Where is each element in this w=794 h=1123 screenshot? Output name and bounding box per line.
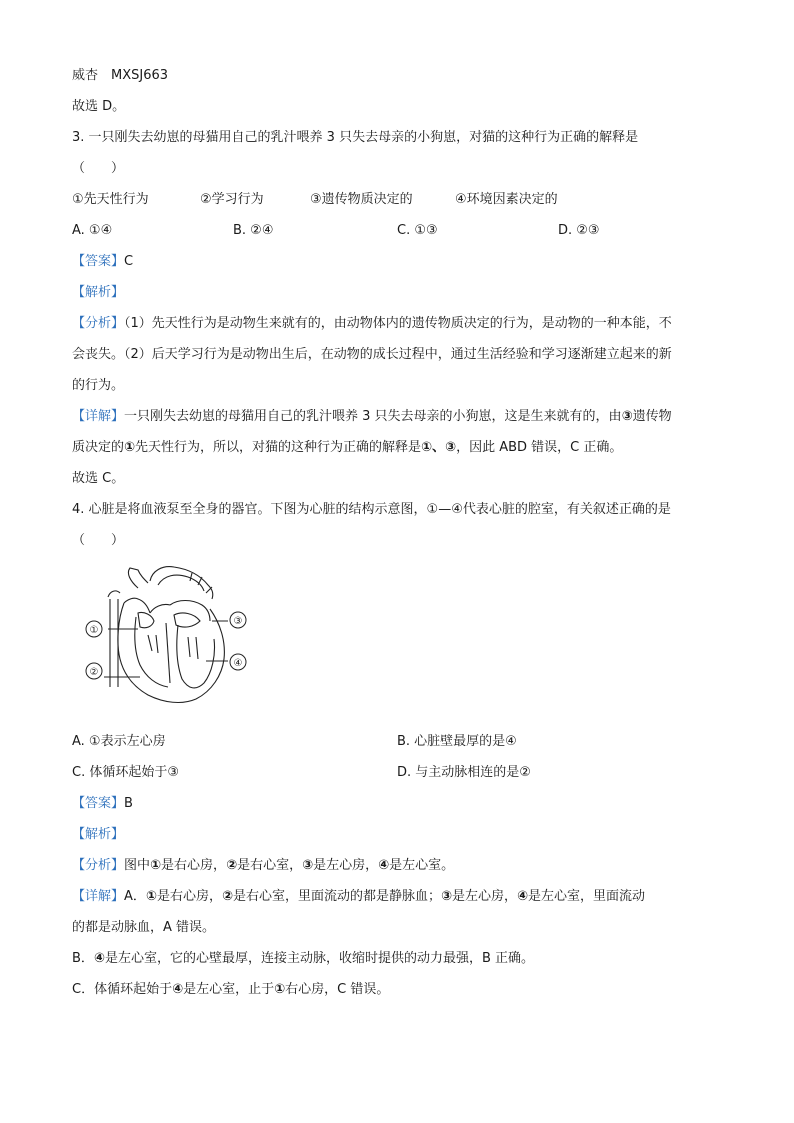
q4-stem: 4. 心脏是将血液泵至全身的器官。下图为心脏的结构示意图，①—④代表心脏的腔室，有关叙述正确的是 [72,502,671,517]
q4-fenxi-line: 【分析】图中①是右心房，②是右心室，③是左心房，④是左心室。 [72,858,455,873]
answer-tag: 【答案】 [72,796,125,811]
answer-value: C [124,254,134,269]
figure-label-2: ② [89,667,99,678]
q3-fenxi-line-1: 【分析】（1）先天性行为是动物生来就有的，由动物体内的遗传物质决定的行为，是动物的一种本能，不 [72,316,672,331]
q3-item-4: ④环境因素决定的 [455,192,558,207]
answer-tag: 【答案】 [72,254,125,269]
q3-blank: （ ） [72,161,125,176]
q4-xiangjie-line-3: B．④是左心室，它的心壁最厚，连接主动脉，收缩时提供的动力最强，B 正确。 [72,951,534,966]
figure-label-4: ④ [233,658,243,669]
q4-analysis-tag: 【解析】 [72,827,125,842]
q3-fenxi-line-2: 会丧失。（2）后天学习行为是动物出生后，在动物的成长过程中，通过生活经验和学习逐渐建立起来的新 [72,347,672,362]
q4-xiangjie-line-1: 【详解】A．①是右心房，②是右心室，里面流动的都是静脉血；③是左心房，④是左心室，里面流动 [72,889,646,904]
q4-answer-line [72,794,133,814]
q4-blank: （ ） [72,533,125,548]
q3-answer-line [72,252,133,272]
q3-item-3: ③遗传物质决定的 [310,192,413,207]
q4-xiangjie-line-4: C．体循环起始于④是左心室，止于①右心房，C 错误。 [72,982,390,997]
q3-item-1: ①先天性行为 [72,192,149,207]
q4-option-b: B. 心脏壁最厚的是④ [397,734,517,749]
q4-xiangjie-line-2: 的都是动脉血，A 错误。 [72,920,216,935]
q3-xiangjie-line-1: 【详解】一只刚失去幼崽的母猫用自己的乳汁喂养 3 只失去母亲的小狗崽，这是生来就有的，由③遗传物 [72,409,672,424]
q3-xiangjie-line-2: 质决定的①先天性行为，所以，对猫的这种行为正确的解释是①、③，因此 ABD 错误，C 正确。 [72,440,623,455]
q3-option-d: D. ②③ [558,223,600,238]
q3-stem: 3. 一只刚失去幼崽的母猫用自己的乳汁喂养 3 只失去母亲的小狗崽，对猫的这种行为正确的解释是 [72,130,639,145]
q3-option-a: A. ①④ [72,223,113,238]
answer-value: B [124,796,133,811]
figure-label-1: ① [89,625,99,636]
figure-label-3: ③ [233,616,243,627]
q3-option-b: B. ②④ [233,223,274,238]
q3-item-2: ②学习行为 [200,192,264,207]
q4-option-a: A. ①表示左心房 [72,734,166,749]
q3-conclusion: 故选 C。 [72,471,125,486]
q3-analysis-tag: 【解析】 [72,285,125,300]
q3-option-c: C. ①③ [397,223,438,238]
q4-option-d: D. 与主动脉相连的是② [397,765,531,780]
q4-option-c: C. 体循环起始于③ [72,765,179,780]
heart-diagram [78,563,258,713]
q3-fenxi-line-3: 的行为。 [72,378,125,393]
q2-conclusion: 故选 D。 [72,99,126,114]
watermark-text: 威杏 MXSJ663 [72,68,169,83]
